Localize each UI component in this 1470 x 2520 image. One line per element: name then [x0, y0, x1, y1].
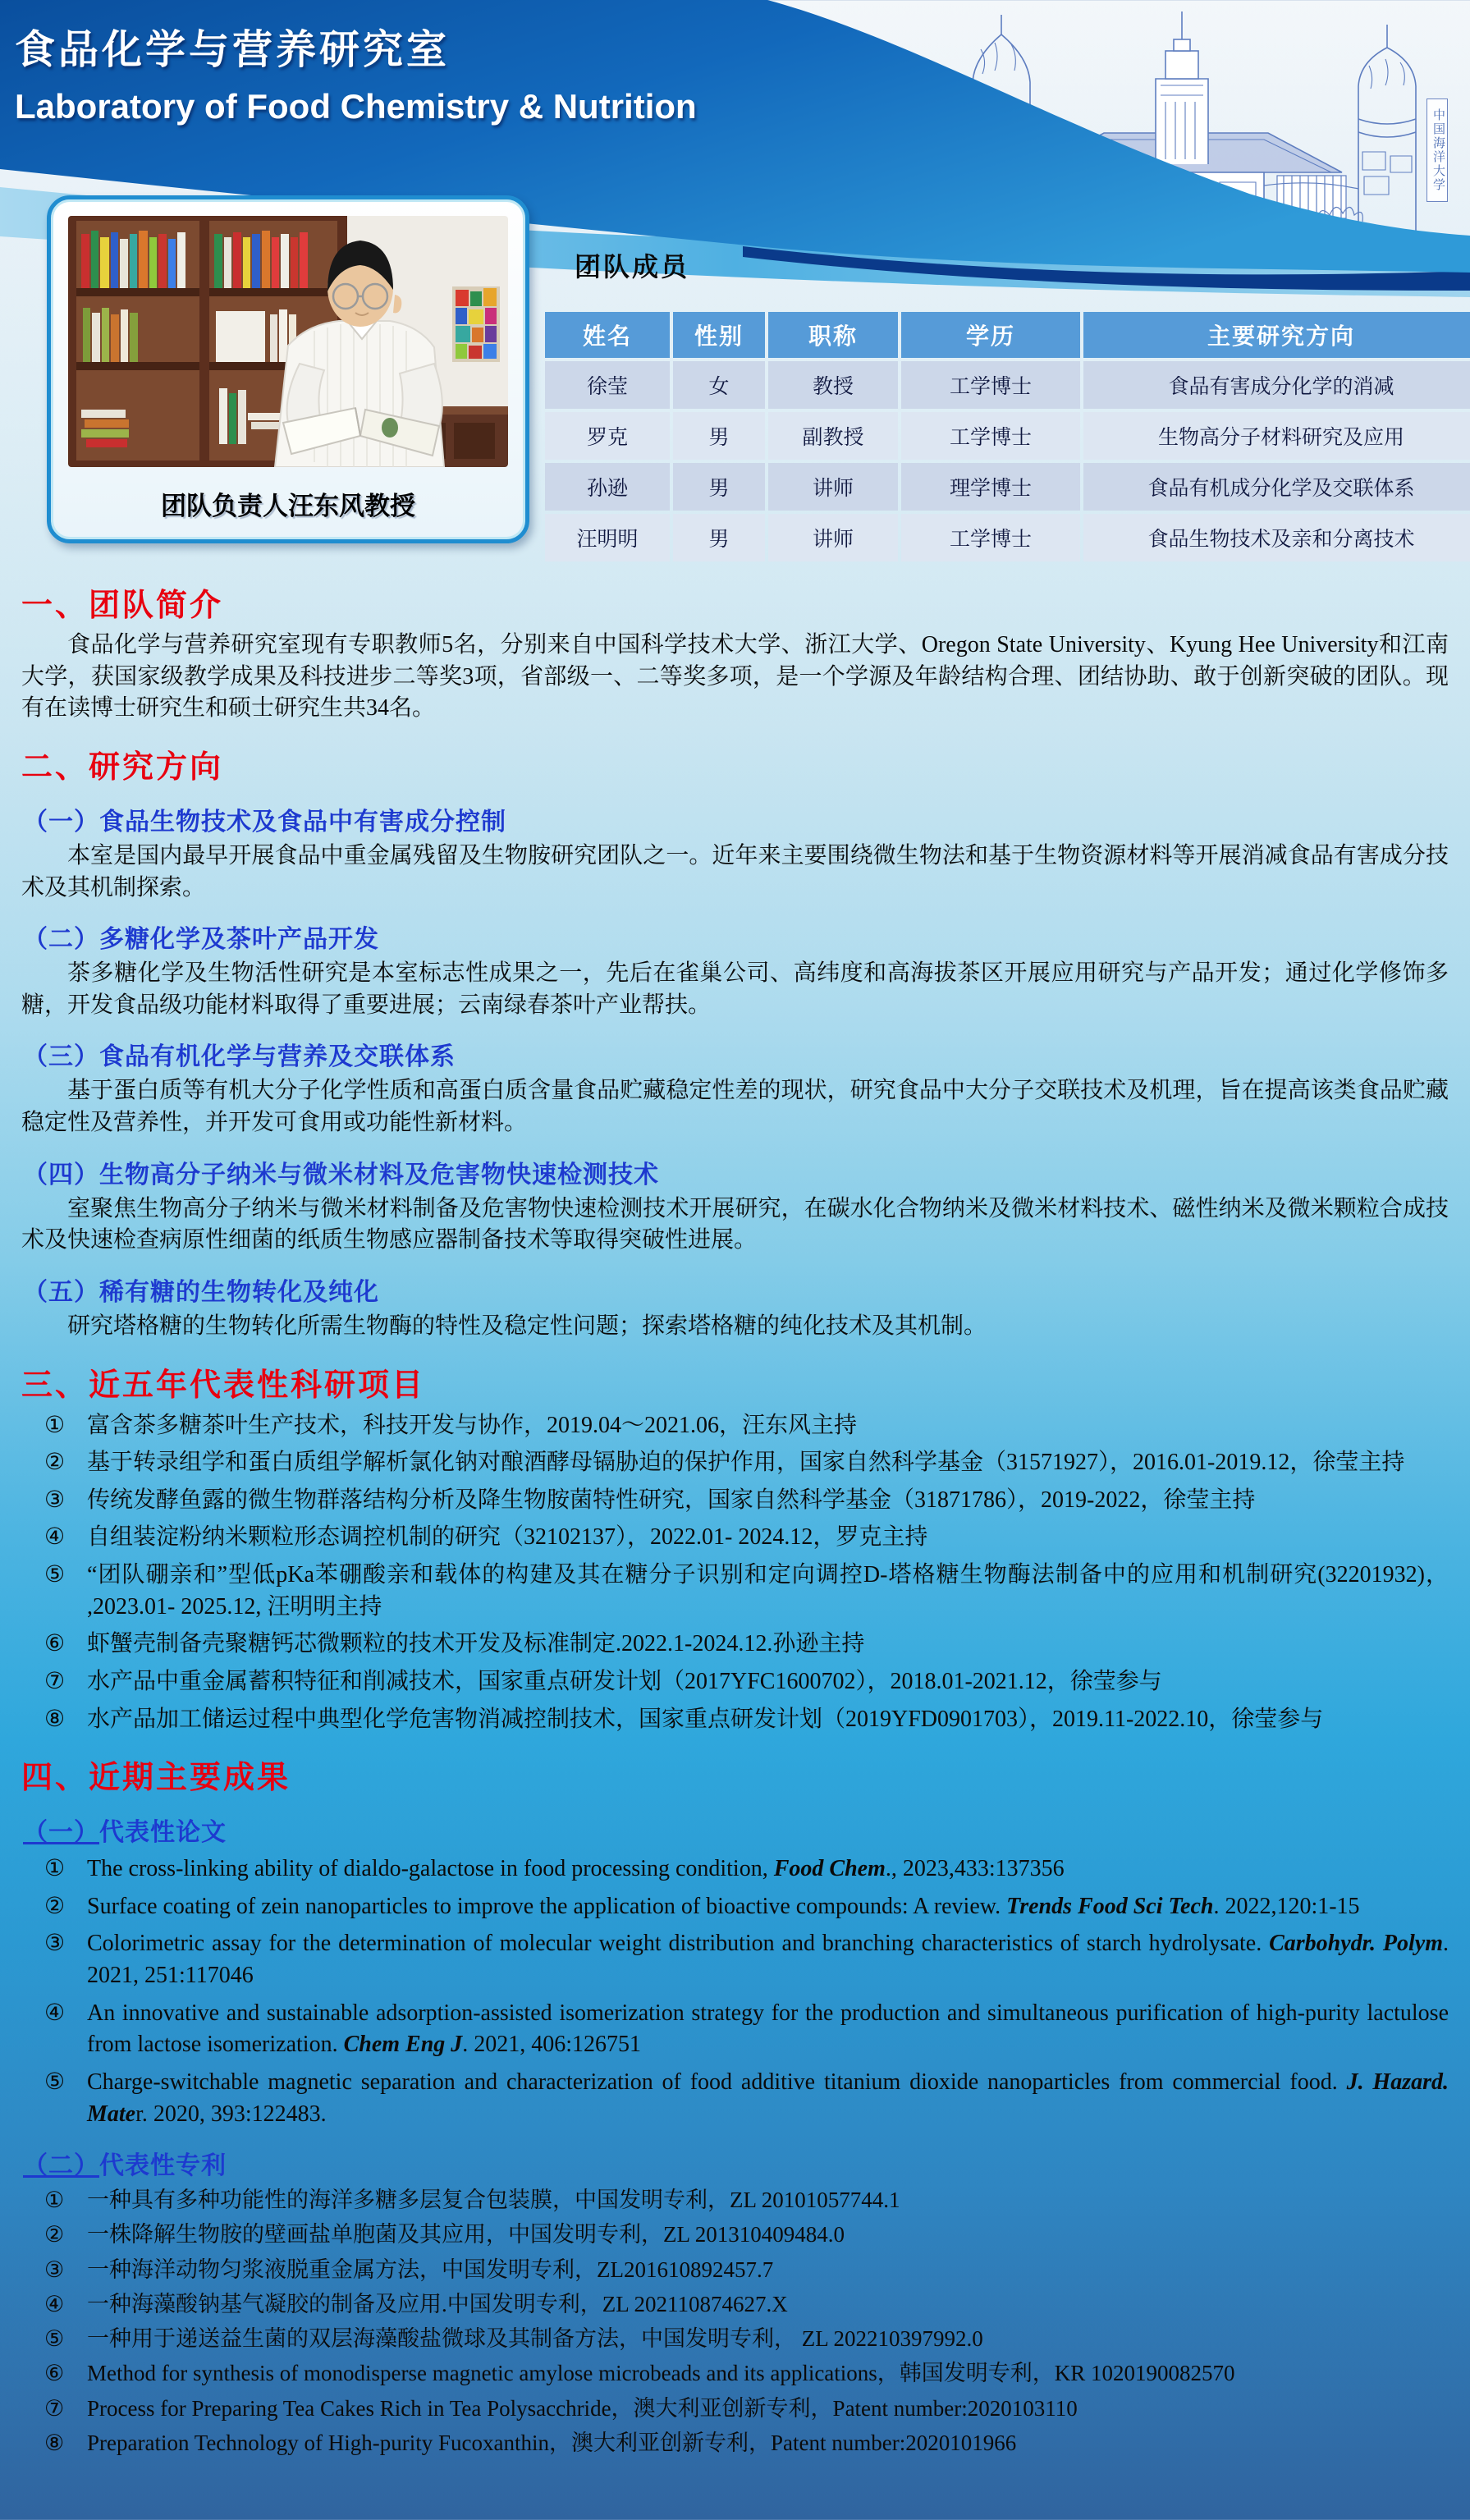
team-table-cell: 食品有机成分化学及交联体系 [1083, 463, 1470, 511]
section-2-heading: 二、研究方向 [21, 749, 224, 785]
poster-content [0, 563, 1470, 2487]
project-item [44, 1485, 1449, 1517]
section-1-body: 食品化学与营养研究室现有专职教师5名，分别来自中国科学技术大学、浙江大学、Oregon State University、Kyung Hee University和江南大学，获国家级教学成果及科技进步二等奖3项，省部级一、二等奖多项，是一个学源及年龄结构合理、团结协助、敢于创新突破的团队。现有在读博士研究生和硕士研究生共34名。 [21, 632, 1449, 722]
patent-item-text: 一种海藻酸钠基气凝胶的制备及应用.中国发明专利，ZL 202110874627.X [87, 2291, 788, 2316]
team-table-row [545, 412, 1470, 460]
patent-item-text: Method for synthesis of monodisperse magnetic amylose microbeads and its applications，韩国发明专利，KR 1020190082570 [87, 2361, 1235, 2386]
project-item [44, 1560, 1449, 1623]
leader-photo [68, 216, 508, 467]
patent-item-number: ④ [44, 2291, 65, 2316]
papers-heading-label: 代表性论文 [99, 1819, 227, 1847]
team-table-cell: 食品有害成分化学的消减 [1083, 361, 1470, 409]
patent-item-text: 一种海洋动物匀浆液脱重金属方法，中国发明专利，ZL201610892457.7 [87, 2257, 774, 2282]
research-directions [21, 801, 1449, 1343]
paper-item-text: The cross-linking ability of dialdo-galactose in food processing condition, Food Chem., 2023,433:137356 [87, 1856, 1065, 1882]
patents-heading [23, 2145, 1449, 2181]
leader-card [47, 195, 529, 543]
direction-body: 茶多糖化学及生物活性研究是本室标志性成果之一，先后在雀巢公司、高纬度和高海拔茶区开展应用研究与产品开发；通过化学修饰多糖，开发食品级功能材料取得了重要进展；云南绿春茶叶产业帮扶。 [21, 960, 1449, 1018]
leader-caption: 团队负责人汪东风教授 [161, 492, 415, 520]
patent-item [44, 2428, 1449, 2458]
project-item-text: 水产品加工储运过程中典型化学危害物消减控制技术，国家重点研发计划（2019YFD0901703），2019.11-2022.10，徐莹参与 [87, 1706, 1324, 1732]
project-item-number: ⑧ [44, 1706, 66, 1732]
patent-item-text: 一株降解生物胺的壁画盐单胞菌及其应用，中国发明专利，ZL 201310409484.0 [87, 2222, 845, 2247]
project-item [44, 1522, 1449, 1554]
team-table-cell: 汪明明 [545, 514, 670, 561]
patents-heading-number: （二） [23, 2152, 99, 2180]
team-table-col-header: 性别 [673, 312, 765, 358]
project-list [21, 1410, 1449, 1736]
section-4-heading: 四、近期主要成果 [21, 1761, 291, 1796]
team-table-cell: 工学博士 [901, 412, 1080, 460]
team-table-header-row [545, 312, 1470, 358]
project-item-number: ⑥ [44, 1631, 66, 1657]
paper-item [44, 1853, 1449, 1885]
team-table-body [545, 312, 1470, 561]
patent-item-number: ⑦ [44, 2395, 65, 2421]
patent-item [44, 2289, 1449, 2320]
journal-name: Food Chem [773, 1856, 886, 1882]
team-table-cell: 食品生物技术及亲和分离技术 [1083, 514, 1470, 561]
paper-item [44, 1998, 1449, 2061]
patent-item [44, 2358, 1449, 2389]
project-item [44, 1666, 1449, 1698]
patent-item-number: ⑥ [44, 2361, 65, 2386]
patent-item-number: ⑤ [44, 2326, 65, 2352]
project-item-text: 自组装淀粉纳米颗粒形态调控机制的研究（32102137），2022.01- 2024.12，罗克主持 [87, 1524, 928, 1551]
project-item [44, 1704, 1449, 1736]
paper-item-number: ④ [44, 2000, 66, 2026]
project-item-number: ⑤ [44, 1562, 66, 1588]
project-item-text: 虾蟹壳制备壳聚糖钙芯微颗粒的技术开发及标准制定.2022.1-2024.12.孙逊主持 [87, 1631, 865, 1657]
direction-body: 基于蛋白质等有机大分子化学性质和高蛋白质含量食品贮藏稳定性差的现状，研究食品中大分子交联技术及机理，旨在提高该类食品贮藏稳定性及营养性，并开发可食用或功能性新材料。 [21, 1078, 1449, 1135]
team-table-cell: 讲师 [768, 514, 898, 561]
direction-title: （三）食品有机化学与营养及交联体系 [23, 1043, 456, 1071]
team-table-cell: 徐莹 [545, 361, 670, 409]
project-item [44, 1410, 1449, 1442]
project-item-text: 传统发酵鱼露的微生物群落结构分析及降生物胺菌特性研究，国家自然科学基金（31871786），2019-2022，徐莹主持 [87, 1487, 1256, 1513]
patent-item [44, 2324, 1449, 2354]
team-members-heading: 团队成员 [575, 252, 690, 282]
direction-body: 研究塔格糖的生物转化所需生物酶的特性及稳定性问题；探索塔格糖的纯化技术及其机制。 [67, 1313, 987, 1339]
project-item [44, 1629, 1449, 1661]
team-table-col-header: 姓名 [545, 312, 670, 358]
journal-name: Chem Eng J [343, 2032, 463, 2058]
project-item-text: “团队硼亲和”型低pKa苯硼酸亲和载体的构建及其在糖分子识别和定向调控D-塔格糖生物酶法制备中的应用和机制研究(32201932)， ,2023.01- 2025.12, 汪明明主持 [87, 1562, 1449, 1620]
project-item-number: ④ [44, 1524, 66, 1551]
project-item-number: ⑦ [44, 1668, 66, 1694]
team-table-cell: 男 [673, 514, 765, 561]
project-item-number: ② [44, 1450, 66, 1476]
journal-name: Trends Food Sci Tech [1006, 1893, 1214, 1919]
paper-item-text: Colorimetric assay for the determination of molecular weight distribution and branching characteristics of starch hydrolysate. Carbohydr. Polym. 2021, 251:117046 [87, 1931, 1449, 1988]
project-item-text: 水产品中重金属蓄积特征和削减技术，国家重点研发计划（2017YFC1600702），2018.01-2021.12，徐莹参与 [87, 1668, 1162, 1694]
team-table-cell: 孙逊 [545, 463, 670, 511]
patent-item [44, 2220, 1449, 2250]
project-item [44, 1447, 1449, 1479]
paper-item-number: ② [44, 1893, 66, 1919]
paper-item-number: ⑤ [44, 2069, 66, 2095]
team-table-row [545, 463, 1470, 511]
team-table-cell: 男 [673, 412, 765, 460]
paper-item-text: An innovative and sustainable adsorption-assisted isomerization strategy for the production and simultaneous purification of high-purity lactulose from lactose isomerization. Chem Eng J. 2021, 406:126751 [87, 2000, 1449, 2058]
team-table-row [545, 361, 1470, 409]
patent-item-text: 一种具有多种功能性的海洋多糖多层复合包装膜，中国发明专利，ZL 20101057744.1 [87, 2188, 900, 2213]
university-sign: 中国海洋大学 [1426, 99, 1448, 202]
team-table-cell: 理学博士 [901, 463, 1080, 511]
patent-item-text: Preparation Technology of High-purity Fucoxanthin，澳大利亚创新专利，Patent number:2020101966 [87, 2430, 1017, 2455]
patent-item-text: 一种用于递送益生菌的双层海藻酸盐微球及其制备方法，中国发明专利， ZL 202210397992.0 [87, 2326, 983, 2352]
patent-list [21, 2185, 1449, 2458]
paper-item-number: ① [44, 1856, 66, 1882]
paper-item [44, 1928, 1449, 1991]
team-table-col-header: 职称 [768, 312, 898, 358]
journal-name: Carbohydr. Polym [1269, 1931, 1443, 1957]
paper-list [21, 1853, 1449, 2130]
team-table-row [545, 514, 1470, 561]
patent-item [44, 2255, 1449, 2285]
team-table-cell: 男 [673, 463, 765, 511]
project-item-text: 基于转录组学和蛋白质组学解析氯化钠对酿酒酵母镉胁迫的保护作用，国家自然科学基金（31571927），2016.01-2019.12，徐莹主持 [87, 1450, 1405, 1476]
lab-title-en: Laboratory of Food Chemistry & Nutrition [15, 87, 697, 126]
project-item-text: 富含茶多糖茶叶生产技术，科技开发与协作，2019.04～2021.06，汪东风主持 [87, 1412, 858, 1438]
team-table-cell: 罗克 [545, 412, 670, 460]
paper-item-text: Charge-switchable magnetic separation and characterization of food additive titanium dioxide nanoparticles from commercial food. J. Hazard. Mater. 2020, 393:122483. [87, 2069, 1449, 2127]
papers-heading [23, 1812, 1449, 1848]
paper-item [44, 1891, 1449, 1923]
team-table-cell: 女 [673, 361, 765, 409]
team-table-cell: 副教授 [768, 412, 898, 460]
direction-body: 本室是国内最早开展食品中重金属残留及生物胺研究团队之一。近年来主要围绕微生物法和基于生物资源材料等开展消减食品有害成分技术及其机制探索。 [21, 842, 1449, 900]
patent-item-number: ② [44, 2222, 65, 2247]
paper-item-number: ③ [44, 1931, 66, 1957]
patent-item-number: ③ [44, 2257, 65, 2282]
project-item-number: ③ [44, 1487, 66, 1513]
team-table [542, 309, 1470, 565]
papers-heading-number: （一） [23, 1819, 99, 1847]
patent-item-text: Process for Preparing Tea Cakes Rich in Tea Polysacchride，澳大利亚创新专利，Patent number:2020103110 [87, 2395, 1078, 2421]
section-1-heading: 一、团队简介 [21, 589, 224, 623]
team-table-cell: 教授 [768, 361, 898, 409]
direction-title: （四）生物高分子纳米与微米材料及危害物快速检测技术 [23, 1161, 659, 1189]
team-table-col-header: 主要研究方向 [1083, 312, 1470, 358]
team-table-cell: 生物高分子材料研究及应用 [1083, 412, 1470, 460]
paper-item [44, 2067, 1449, 2130]
paper-item-text: Surface coating of zein nanoparticles to improve the application of bioactive compounds: A review. Trends Food Sci Tech. 2022,120:1-15 [87, 1893, 1360, 1919]
lab-title-zh: 食品化学与营养研究室 [15, 28, 451, 72]
team-table-cell: 工学博士 [901, 361, 1080, 409]
patents-heading-label: 代表性专利 [99, 2152, 227, 2180]
direction-title: （二）多糖化学及茶叶产品开发 [23, 926, 379, 954]
patent-item [44, 2185, 1449, 2215]
project-item-number: ① [44, 1412, 66, 1438]
team-table-cell: 讲师 [768, 463, 898, 511]
journal-name: J. Hazard. Mate [87, 2069, 1449, 2127]
direction-title: （一）食品生物技术及食品中有害成分控制 [23, 808, 506, 836]
patent-item [44, 2394, 1449, 2424]
team-table-col-header: 学历 [901, 312, 1080, 358]
direction-title: （五）稀有糖的生物转化及纯化 [23, 1278, 379, 1306]
section-3-heading: 三、近五年代表性科研项目 [21, 1368, 426, 1403]
team-table-cell: 工学博士 [901, 514, 1080, 561]
direction-body: 室聚焦生物高分子纳米与微米材料制备及危害物快速检测技术开展研究，在碳水化合物纳米及微米材料技术、磁性纳米及微米颗粒合成技术及快速检查病原性细菌的纸质生物感应器制备技术等取得突破性进展。 [21, 1195, 1449, 1253]
patent-item-number: ① [44, 2188, 65, 2213]
patent-item-number: ⑧ [44, 2430, 65, 2455]
